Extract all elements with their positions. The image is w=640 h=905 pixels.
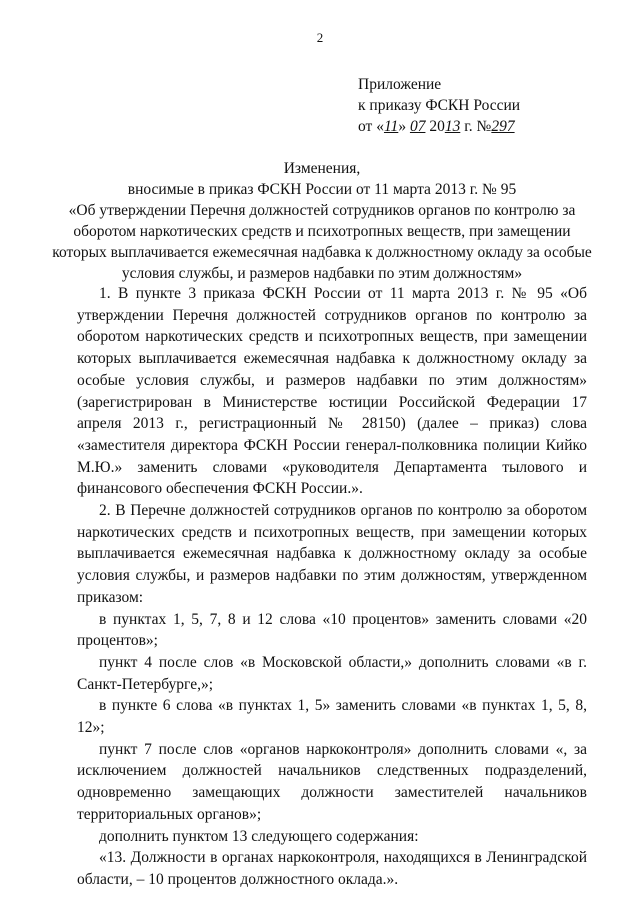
document-heading [52,158,592,284]
appendix-order-ref: к приказу ФСКН России [358,97,521,114]
date-prefix: от « [358,118,384,135]
heading-title: Изменения, [283,160,361,177]
paragraph: 2. В Перечне должностей сотрудников органов по контролю за оборотом наркотических средств и психотропных веществ, при замещении которых выплачивается ежемесячная надбавка к должностному окладу за особые условия службы, и размеров надбавки по этим должностям, утвержденном приказом: [77,502,587,606]
heading-order-name: «Об утверждении Перечня должностей сотрудников органов по контролю за оборотом наркотических средств и психотропных веществ, при замещении которых выплачивается ежемесячная надбавка к должностному окладу за особые условия службы, и размеров надбавки по этим должностям» [52,202,592,282]
date-year-suffix: 13 [444,118,461,135]
paragraph: в пунктах 1, 5, 7, 8 и 12 слова «10 процентов» заменить словами «20 процентов»; [77,610,587,650]
date-day-suffix: » [398,118,410,135]
appendix-date-line [358,116,520,137]
order-number-label: г. № [460,118,492,135]
page-number: 2 [316,30,324,45]
heading-subtitle: вносимые в приказ ФСКН России от 11 марта 2013 г. № 95 [127,181,517,198]
paragraph: пункт 7 после слов «органов наркоконтроля» дополнить словами «, за исключением должностей начальников следственных подразделений, одновременно замещающих должности заместителей начальников территориальных органов»; [77,740,587,823]
paragraph: пункт 4 после слов «в Московской области,» дополнить словами «в г. Санкт-Петербурге,»; [77,653,587,693]
document-body [77,283,587,891]
date-year-prefix: 20 [425,118,445,135]
paragraph: дополнить пунктом 13 следующего содержания: [99,827,419,845]
appendix-title: Приложение [358,76,442,93]
date-month: 07 [409,118,426,135]
paragraph: 1. В пункте 3 приказа ФСКН России от 11 марта 2013 г. № 95 «Об утверждении Перечня должностей сотрудников органов по контролю за оборотом наркотических средств и психотропных веществ, при замещении которых выплачивается ежемесячная надбавка к должностному окладу за особые условия службы, и размеров надбавки по этим должностям» (зарегистрирован в Министерстве юстиции Российской Федерации 17 апреля 2013 г., регистрационный № 28150) (далее – приказ) слова «заместителя директора ФСКН России генерал-полковника полиции Кийко М.Ю.» заменить словами «руководителя Департамента тылового и финансового обеспечения ФСКН России.». [77,285,587,498]
date-day: 11 [383,118,399,135]
order-number: 297 [491,118,515,135]
appendix-block [358,74,520,137]
paragraph: в пункте 6 слова «в пунктах 1, 5» заменить словами «в пунктах 1, 5, 8, 12»; [77,697,587,737]
paragraph: «13. Должности в органах наркоконтроля, находящихся в Ленинградской области, – 10 процентов должностного оклада.». [77,849,587,888]
